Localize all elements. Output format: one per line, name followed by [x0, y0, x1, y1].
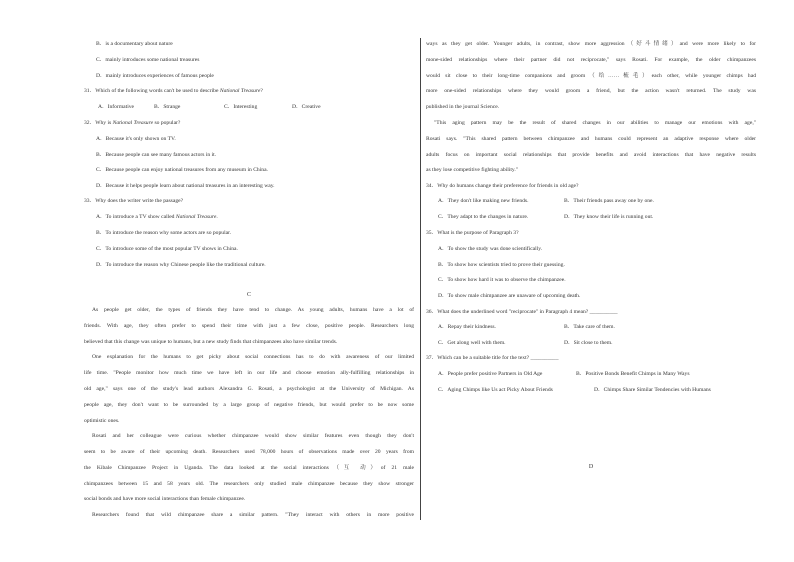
q34-stem: 34．Why do humans change their preference for friends in old age?: [426, 183, 579, 189]
passage-c-line: more one-sided relationships where they would groom a friend, but the action wasn't returned. The study was: [426, 88, 756, 94]
passage-c-line: as they lose competitive fighting ability.": [426, 167, 519, 173]
q32-stem: 32．Why is National Treasure so popular?: [84, 120, 181, 126]
q35-option-d: D．To show male chimpanzee are unaware of upcoming death.: [438, 293, 581, 299]
passage-c-line: adults focus on important social relationships that provide benefits and avoid interactions that have negative results: [426, 152, 756, 158]
q31-option-a: A．Informative: [98, 104, 135, 110]
q34-option-c: C．They adapt to the changes in nature.: [438, 214, 529, 220]
q37-stem: 37．Which can be a suitable title for the text? __________: [426, 355, 559, 361]
passage-c-line: As people get older, the types of friends they have tend to change. As young adults, humans have a lot of: [92, 307, 414, 313]
q31-option-b: B．Strange: [154, 104, 181, 110]
passage-c-line: Rosati and her colleague were curious whether chimpanzee would show similar features even though they don't: [92, 433, 414, 439]
passage-c-line: One explanation for the humans to get picky about social connections has to do with awareness of our limited: [92, 354, 414, 360]
passage-c-line: would sit close to their long-time companions and groom（给……梳毛）each other, while younger chimps had: [426, 73, 756, 79]
q37-option-d: D．Chimps Share Similar Tendencies with Humans: [594, 387, 711, 393]
q30-option-d: D．mainly introduces experiences of famous people: [96, 73, 214, 79]
passage-c-line: old age," says one of the study's lead authors Alexandra G. Rosati, a psychologist at the University of Michigan. As: [84, 386, 414, 392]
q31-option-d: D．Creative: [292, 104, 321, 110]
passage-c-line: people age, they don't want to be surrounded by a large group of negative friends, but would prefer to be now some: [84, 402, 414, 408]
q34-option-d: D．They know their life is running out.: [564, 214, 654, 220]
q36-option-c: C．Get along well with them.: [438, 340, 506, 346]
q33-option-c: C．To introduce some of the most popular TV shows in China.: [96, 246, 238, 252]
q32-option-b: B．Because people can see many famous actors in it.: [96, 152, 217, 158]
passage-c-line: Researchers found that wild chimpanzee share a similar pattern. "They interact with others in more positive: [92, 512, 414, 518]
section-c-label: C: [246, 292, 251, 298]
q35-option-a: A．To show the study was done scientifically.: [438, 246, 543, 252]
passage-c-line: optimistic ones.: [84, 418, 120, 424]
q33-option-d: D．To introduce the reason why Chinese people like the traditional culture.: [96, 262, 266, 268]
q35-option-c: C．To show how hard it was to observe the chimpanzee.: [438, 277, 566, 283]
q32-option-a: A．Because it's only shown on TV.: [96, 136, 176, 142]
q36-option-b: B．Take care of them.: [564, 324, 615, 330]
passage-c-line: the Kibale Chimpanzee Project in Uganda. The data looked at the social interactions（互 动）of 21 male: [84, 465, 414, 471]
passage-c-line: social bonds and have more social interactions than female chimpanzee.: [84, 496, 246, 502]
q35-stem: 35．What is the purpose of Paragraph 3?: [426, 230, 519, 236]
q36-option-d: D．Sit close to them.: [564, 340, 613, 346]
q34-option-b: B．Their friends pass away one by one.: [564, 198, 654, 204]
q36-option-a: A．Repay their kindness.: [438, 324, 496, 330]
q30-option-c: C．mainly introduces some national treasures: [96, 57, 200, 63]
q34-option-a: A．They don't like making new friends.: [438, 198, 529, 204]
passage-c-line: ways as they get older. Younger adults, in contrast, show more aggression（好斗情绪）and were more likely to for: [426, 41, 756, 47]
q37-option-a: A．People prefer positive Partners in Old Age: [438, 371, 543, 377]
section-d-label: D: [588, 464, 594, 470]
passage-c-line: life time. "People monitor how much time we have left in our life and choose emotion ally-fulfilling relationships in: [84, 370, 414, 376]
passage-c-line: "This aging pattern may be the result of shared changes in our abilities to manage our emotions with age,": [434, 120, 756, 126]
q31-option-c: C．Interesting: [224, 104, 258, 110]
q32-option-c: C．Because people can enjoy national treasures from any museum in China.: [96, 167, 268, 173]
q37-option-c: C．Aging Chimps like Us act Picky About Friends: [438, 387, 553, 393]
passage-c-line: mone-sided relationships where their partner did not reciprocate," says Rosati. For example, the older chimpanzees: [426, 57, 756, 63]
q33-stem: 33．Why does the writer write the passage?: [84, 198, 184, 204]
passage-c-line: published in the journal Science.: [426, 104, 500, 110]
passage-c-line: Rosati says. "This shared pattern between chimpanzee and humans could represent an adaptive response where older: [426, 136, 756, 142]
q31-stem: 31．Which of the following words can't be used to describe National Treasure?: [84, 88, 263, 94]
q37-option-b: B．Positive Bonds Benefit Chimps in Many Ways: [576, 371, 690, 377]
q33-option-a: A．To introduce a TV show called National Treasure.: [96, 214, 218, 220]
q36-stem: 36．What does the underlined word "reciprocate" in Paragraph 4 mean? __________: [426, 309, 618, 315]
q30-option-b: B．is a documentary about nature: [96, 41, 173, 47]
passage-c-line: seem to be aware of their upcoming death. Researchers used 78,000 hours of observations made over 20 years from: [84, 449, 414, 455]
passage-c-line: chimpanzees between 15 and 58 years old. The researchers only studied male chimpanzee because they show stronger: [84, 481, 414, 487]
q32-option-d: D．Because it helps people learn about national treasures in an interesting way.: [96, 183, 275, 189]
passage-c-line: believed that this change was unique to humans, but a new study finds that chimpanzees also have similar trends.: [84, 339, 338, 345]
column-divider: [420, 38, 421, 520]
q35-option-b: B．To show how scientists tried to prove their guessing.: [438, 262, 565, 268]
passage-c-line: friends. With age, they often prefer to spend their time with just a few close, positive people. Researchers long: [84, 323, 414, 329]
q33-option-b: B．To introduce the reason why some actors are so popular.: [96, 230, 232, 236]
